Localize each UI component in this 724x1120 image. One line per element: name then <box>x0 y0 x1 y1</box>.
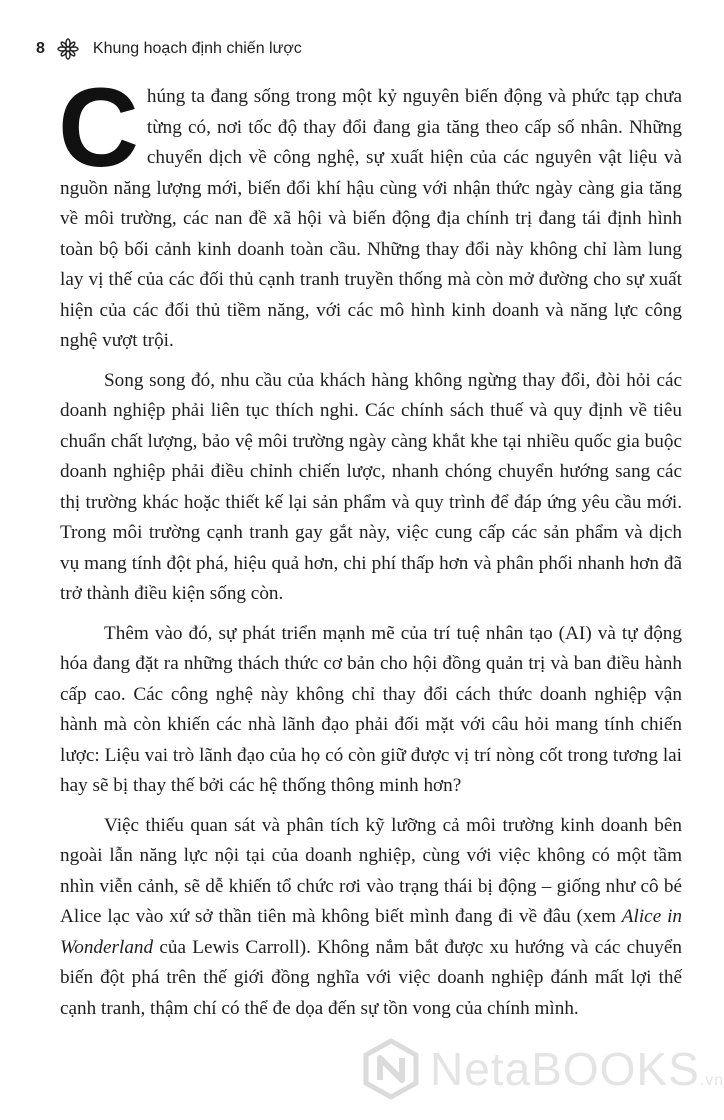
paragraph-4-text-before: Việc thiếu quan sát và phân tích kỹ lưỡng cả môi trường kinh doanh bên ngoài lẫn năng lực nội tại của doanh nghiệp, cùng với việc không có một tầm nhìn viễn cảnh, sẽ dễ khiến tổ chức rơi vào trạng thái bị động – giống như cô bé Alice lạc vào xứ sở thần tiên mà không biết mình đang đi về đâu (xem <box>60 814 682 927</box>
paragraph-3: Thêm vào đó, sự phát triển mạnh mẽ của trí tuệ nhân tạo (AI) và tự động hóa đang đặt ra những thách thức cơ bản cho hội đồng quản trị và ban điều hành cấp cao. Các công nghệ này không chỉ thay đổi cách thức doanh nghiệp vận hành mà còn khiến các nhà lãnh đạo phải đối mặt với câu hỏi mang tính chiến lược: Liệu vai trò lãnh đạo của họ có còn giữ được vị trí nòng cốt trong tương lai hay sẽ bị thay thế bởi các hệ thống thông minh hơn? <box>60 622 682 796</box>
running-title: Khung hoạch định chiến lược <box>92 40 302 57</box>
watermark-suffix: .vn <box>699 1072 724 1089</box>
paragraph-4-text-after: của Lewis Carroll). Không nắm bắt được xu hướng và các chuyển biến đột phá trên thế giới đồng nghĩa với việc doanh nghiệp đánh mất lợi thế cạnh tranh, thậm chí có thể đe dọa đến sự tồn vong của chính mình. <box>60 936 682 1019</box>
drop-cap: C <box>58 65 139 190</box>
watermark <box>360 1038 724 1100</box>
netabooks-logo-icon <box>360 1038 422 1100</box>
watermark-brand: NetaBOOKS <box>430 1043 700 1095</box>
paragraph-1 <box>58 65 682 357</box>
watermark-text <box>430 1042 724 1096</box>
paragraph-2: Song song đó, nhu cầu của khách hàng không ngừng thay đổi, đòi hỏi các doanh nghiệp phải liên tục thích nghi. Các chính sách thuế và quy định về tiêu chuẩn chất lượng, bảo vệ môi trường ngày càng khắt khe tại nhiều quốc gia buộc doanh nghiệp phải điều chỉnh chiến lược, nhanh chóng chuyển hướng sang các thị trường khác hoặc thiết kế lại sản phẩm và quy trình để đáp ứng yêu cầu mới. Trong môi trường cạnh tranh gay gắt này, việc cung cấp các sản phẩm và dịch vụ mang tính đột phá, hiệu quả hơn, chi phí thấp hơn và phân phối nhanh hơn đã trở thành điều kiện sống còn. <box>60 369 682 604</box>
paragraph-1-text: húng ta đang sống trong một kỷ nguyên biến động và phức tạp chưa từng có, nơi tốc độ thay đổi đang gia tăng theo cấp số nhân. Những chuyển dịch về công nghệ, sự xuất hiện của các nguyên vật liệu và nguồn năng lượng mới, biến đổi khí hậu cùng với nhận thức ngày càng gia tăng về môi trường, các nan đề xã hội và biến động địa chính trị đang tái định hình toàn bộ bối cảnh kinh doanh toàn cầu. Những thay đổi này không chỉ làm lung lay vị thế của các đối thủ cạnh tranh truyền thống mà còn mở đường cho sự xuất hiện của các đối thủ tiềm năng, với các mô hình kinh doanh và năng lực công nghệ vượt trội. <box>60 86 682 351</box>
body-text <box>58 65 682 1033</box>
running-header <box>36 34 302 64</box>
flower-ornament-icon <box>57 38 79 60</box>
paragraph-4 <box>60 811 682 1025</box>
page-number: 8 <box>36 40 45 57</box>
book-title-italic: Alice in Wonderland <box>60 906 682 958</box>
